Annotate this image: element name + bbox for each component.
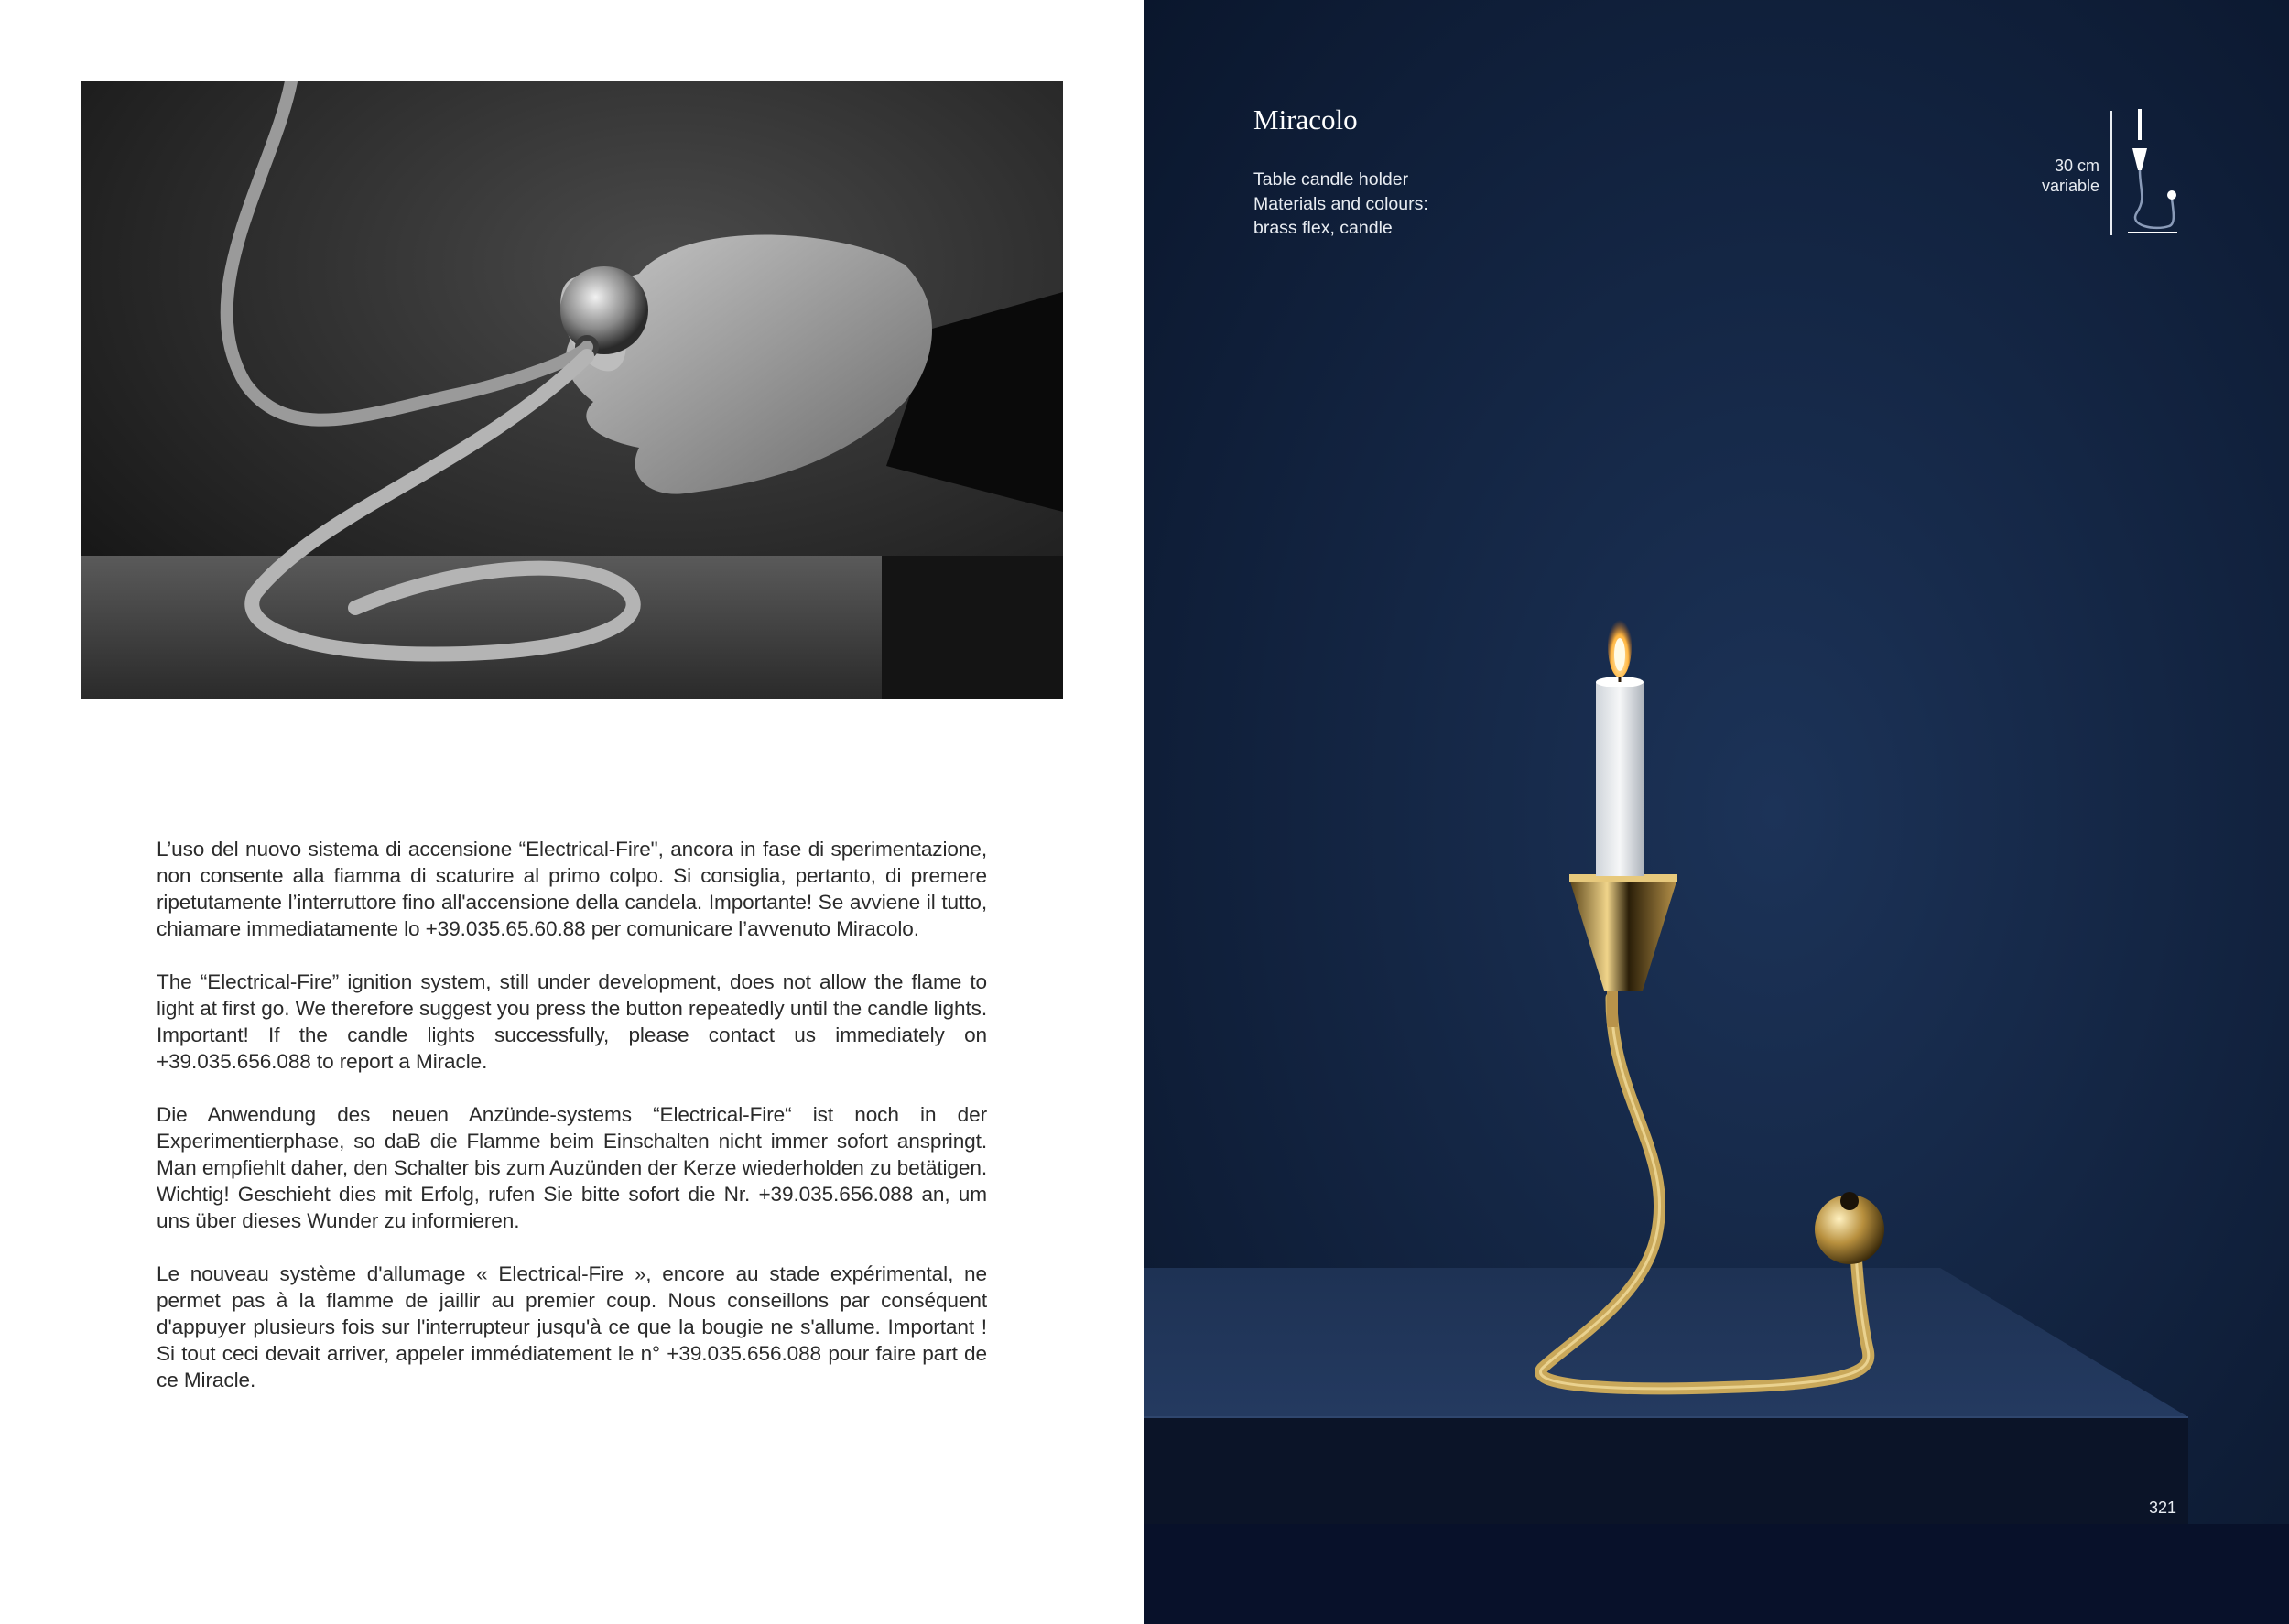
materials-value: brass flex, candle: [1253, 218, 1393, 238]
candle-holder-dimension-icon: [2110, 107, 2187, 240]
body-text: [157, 836, 987, 1420]
candle-holder-on-table-photo: [1144, 0, 2289, 1624]
paragraph-french: Le nouveau système d'allumage « Electrical-Fire », encore au stade expérimental, ne permet pas à la flamme de jaillir au premier coup. Nous conseillons par conséquent d'appuyer plusieurs fois sur l'interrupteur jusqu'à ce que la bougie ne s'allume. Important ! Si tout ceci devait arriver, appeler immédiatement le n° +39.035.656.088 pour faire part de ce Miracle.: [157, 1262, 987, 1391]
dimension-height: 30 cm: [2054, 157, 2099, 175]
paragraph-german: Die Anwendung des neuen Anzünde-systems “Electrical-Fire“ ist noch in der Experimentierphase, so daB die Flamme beim Einschalten nicht immer sofort anspringt. Man empfiehlt daher, den Schalter bis zum Auzünden der Kerze wiederholden zu betätigen. Wichtig! Geschieht dies mit Erfolg, rufen Sie bitte sofort die Nr. +39.035.656.088 an, um uns über dieses Wunder zu informieren.: [157, 1103, 987, 1232]
right-page: [1144, 0, 2289, 1624]
product-title: Miracolo: [1253, 103, 1358, 135]
bw-hand-flex-lighter-photo: [81, 81, 1063, 699]
bw-photo-hand-lighter: [81, 81, 1063, 699]
page-number: 321: [2149, 1499, 2177, 1517]
product-type: Table candle holder: [1253, 169, 1409, 189]
dimension-note: variable: [2041, 177, 2099, 195]
dimension-label: [2042, 156, 2099, 196]
product-info: [1253, 168, 1428, 241]
paragraph-english: The “Electrical-Fire” ignition system, still under development, does not allow the flame to light at first go. We therefore suggest you press the button repeatedly until the candle lights. Important! If the candle lights successfully, please contact us immediately on +39.035.656.088 to report a Miracle.: [157, 970, 987, 1073]
paragraph-italian: L’uso del nuovo sistema di accensione “Electrical-Fire", ancora in fase di sperimentazione, non consente alla fiamma di scaturire al primo colpo. Si consiglia, pertanto, di premere ripetutamente l’interruttore fino all'accensione della candela. Importante! Se avviene il tutto, chiamare immediatamente lo +39.035.65.60.88 per comunicare l’avvenuto Miracolo.: [157, 838, 987, 940]
materials-heading: Materials and colours:: [1253, 193, 1428, 214]
left-page: [0, 0, 1144, 1624]
